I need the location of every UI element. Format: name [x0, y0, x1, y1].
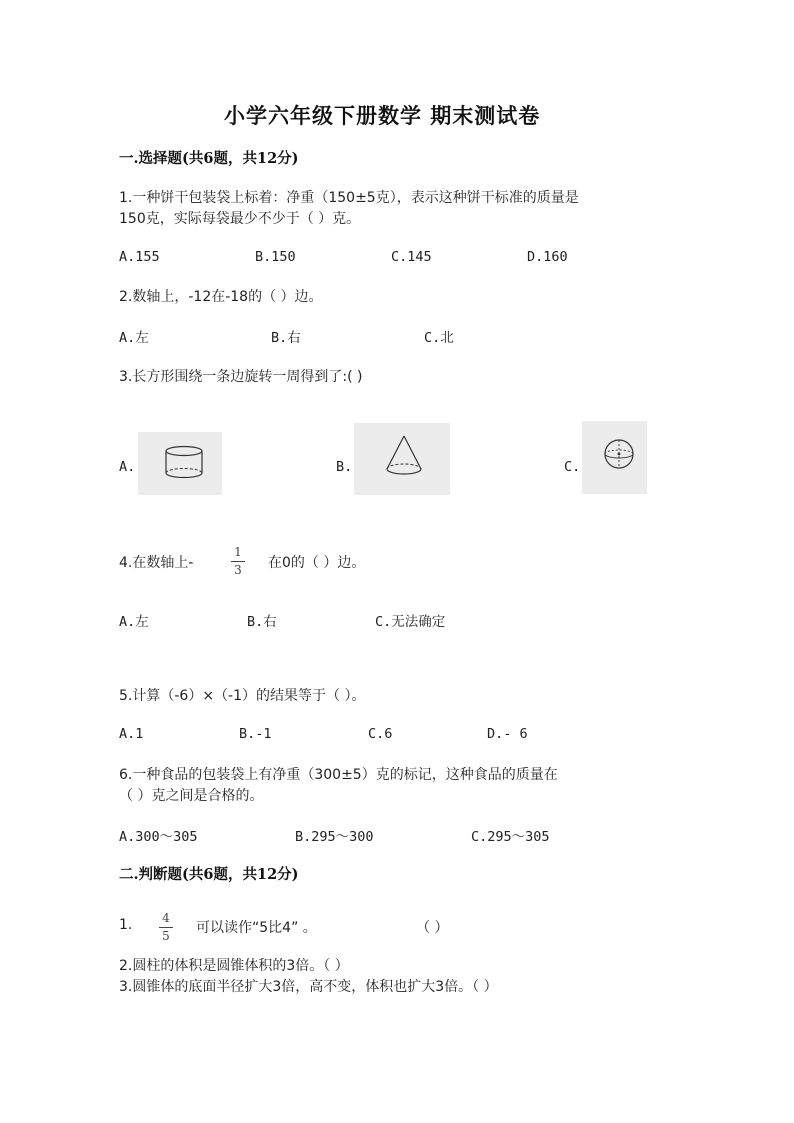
- question-3-option-c: C.: [564, 459, 581, 475]
- cylinder-icon: [138, 432, 222, 495]
- section-heading-true-false: 二.判断题(共6题，共12分): [119, 866, 299, 883]
- question-4-fraction: [231, 546, 245, 576]
- question-2-text: 2.数轴上，-12在-18的（ ）边。: [119, 289, 323, 305]
- question-5-option-b: B.-1: [239, 726, 272, 742]
- section-heading-choice: 一.选择题(共6题，共12分): [119, 150, 299, 167]
- cylinder-image: [138, 432, 222, 495]
- tf-1-text: 可以读作“5比4” 。: [196, 920, 317, 936]
- question-6-option-c: C.295～305: [471, 829, 550, 845]
- tf-2-text: 2.圆柱的体积是圆锥体积的3倍。（ ）: [119, 958, 349, 974]
- question-4-option-c: C.无法确定: [375, 614, 446, 630]
- question-6-option-a: A.300～305: [119, 829, 198, 845]
- tf-1-blank: （ ）: [416, 920, 449, 936]
- tf-1-number: 1.: [119, 917, 133, 933]
- fraction-numerator: 4: [162, 911, 170, 925]
- question-3-text: 3.长方形围绕一条边旋转一周得到了:( ): [119, 369, 363, 385]
- question-1-option-b: B.150: [255, 249, 296, 265]
- question-4-option-b: B.右: [247, 614, 277, 630]
- question-6-option-b: B.295～300: [295, 829, 374, 845]
- question-3-option-a: A.: [119, 459, 136, 475]
- sphere-icon: [582, 421, 647, 494]
- question-5-text: 5.计算（-6）×（-1）的结果等于（ ）。: [119, 688, 366, 704]
- cone-icon: [354, 423, 450, 495]
- question-5-option-a: A.1: [119, 726, 144, 742]
- page-title: 小学六年级下册数学 期末测试卷: [224, 103, 541, 128]
- question-2-option-c: C.北: [424, 330, 454, 346]
- question-1-line-1: 1.一种饼干包装袋上标着：净重（150±5克），表示这种饼干标准的质量是: [119, 190, 579, 206]
- sphere-image: [582, 421, 647, 494]
- question-1-option-d: D.160: [527, 249, 568, 265]
- question-6-line-1: 6.一种食品的包装袋上有净重（300±5）克的标记，这种食品的质量在: [119, 767, 558, 783]
- question-5-option-c: C.6: [368, 726, 393, 742]
- question-5-option-d: D.- 6: [487, 726, 528, 742]
- fraction-numerator: 1: [234, 545, 242, 559]
- question-2-option-b: B.右: [271, 330, 301, 346]
- question-1-line-2: 150克，实际每袋最少不少于（ ）克。: [119, 211, 361, 227]
- question-1-option-a: A.155: [119, 249, 160, 265]
- cone-image: [354, 423, 450, 495]
- fraction-bar: [231, 561, 245, 562]
- fraction-denominator: 3: [234, 563, 242, 577]
- tf-1-fraction: [159, 912, 173, 942]
- question-4-option-a: A.左: [119, 614, 149, 630]
- question-2-option-a: A.左: [119, 330, 149, 346]
- fraction-bar: [159, 927, 173, 928]
- question-3-option-b: B.: [336, 459, 353, 475]
- tf-3-text: 3.圆锥体的底面半径扩大3倍，高不变，体积也扩大3倍。（ ）: [119, 979, 498, 995]
- question-6-line-2: （ ）克之间是合格的。: [119, 788, 264, 804]
- question-1-option-c: C.145: [391, 249, 432, 265]
- fraction-denominator: 5: [162, 929, 170, 943]
- question-4-suffix: 在0的（ ）边。: [268, 555, 366, 571]
- question-4-prefix: 4.在数轴上-: [119, 555, 194, 571]
